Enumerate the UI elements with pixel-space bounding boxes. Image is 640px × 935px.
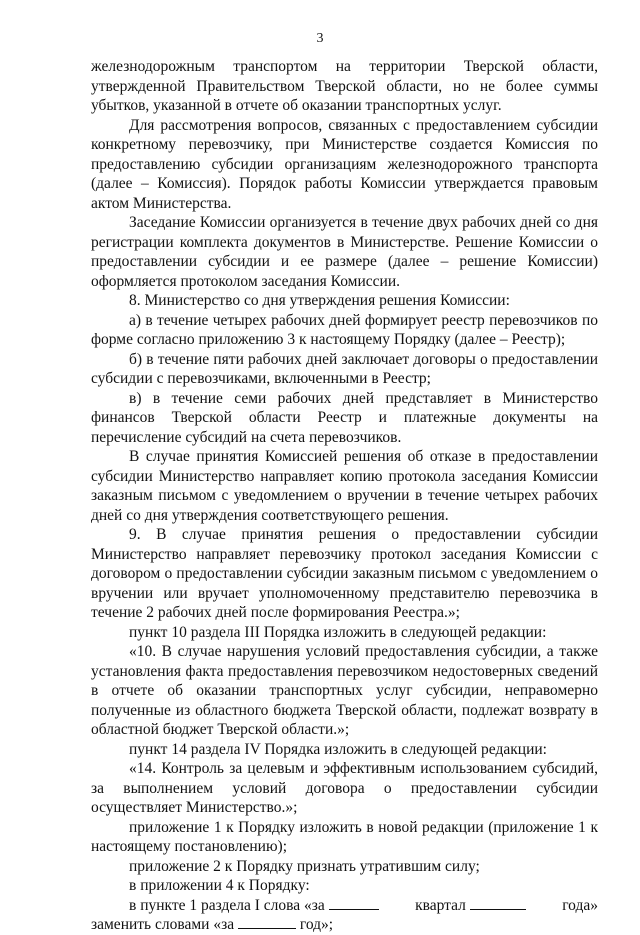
paragraph: 9. В случае принятия решения о предоставлении субсидии Министерство направляет перевозчику протокол заседания Комиссии с договором о предоставлении субсидии заказным письмом с уведомлением о вручении или вручает уполномоченному представителю перевозчика в течение 2 рабочих дней после формирования Реестра.»; (91, 526, 598, 621)
paragraph: приложение 2 к Порядку признать утратившим силу; (129, 857, 480, 875)
paragraph: «10. В случае нарушения условий предоставления субсидии, а также установления факта предоставления перевозчиком недостоверных сведений в отчете об оказании транспортных услуг субсидии, неправомерно полученные из областного бюджета Тверской области, подлежат возврату в областной бюджет Тверской области.»; (91, 643, 598, 738)
paragraph: в приложении 4 к Порядку: (129, 877, 310, 894)
paragraph: Для рассмотрения вопросов, связанных с предоставлением субсидии конкретному перевозчику, при Министерстве создается Комиссия по предоставлению субсидии организациям железнодорожного транспорта (далее – Комиссия). Порядок работы Комиссии утверждается правовым актом Министерства. (91, 116, 598, 212)
blank-field-quarter (329, 909, 379, 910)
blank-field-year-new (238, 928, 296, 929)
paragraph: приложение 1 к Порядку изложить в новой редакции (приложение 1 к настоящему постановлению); (91, 818, 598, 855)
final-clause-line-1 (91, 896, 598, 916)
final-clause (91, 896, 598, 935)
blank-field-year (470, 909, 526, 910)
paragraph: железнодорожным транспортом на территории Тверской области, утвержденной Правительством Тверской области, но не более суммы убытков, указанной в отчете об оказании транспортных услуг. (91, 58, 598, 114)
clause-text-quarter: квартал (415, 896, 466, 914)
paragraph: «14. Контроль за целевым и эффективным использованием субсидий, за выполнением условий договора о предоставлении субсидии осуществляет Министерство.»; (91, 760, 598, 816)
paragraph: б) в течение пяти рабочих дней заключает договоры о предоставлении субсидии с перевозчиками, включенными в Реестр; (91, 350, 598, 387)
document-body (91, 57, 598, 935)
final-clause-line-2 (91, 915, 598, 935)
paragraph: а) в течение четырех рабочих дней формирует реестр перевозчиков по форме согласно приложению 3 к настоящему Порядку (далее – Реестр); (91, 311, 598, 348)
clause-text-year: года» (562, 896, 598, 914)
page-number: 3 (316, 31, 324, 46)
clause-text-start: в пункте 1 раздела I слова «за (129, 896, 325, 914)
paragraph: В случае принятия Комиссией решения об отказе в предоставлении субсидии Министерство направляет копию протокола заседания Комиссии заказным письмом с уведомлением о вручении в течение четырех рабочих дней со дня утверждения соответствующего решения. (91, 448, 598, 524)
clause-text-replace: заменить словами «за (91, 916, 235, 933)
clause-text-end: год»; (299, 916, 334, 933)
paragraph: Заседание Комиссии организуется в течение двух рабочих дней со дня регистрации комплекта документов в Министерстве. Решение Комиссии о предоставлении субсидии и ее размере (далее – решение Комиссии) оформляется протоколом заседания Комиссии. (91, 214, 598, 290)
paragraph: пункт 14 раздела IV Порядка изложить в следующей редакции: (129, 740, 547, 758)
paragraph: 8. Министерство со дня утверждения решения Комиссии: (129, 292, 510, 309)
paragraph: в) в течение семи рабочих дней представляет в Министерство финансов Тверской области Реестр и платежные документы на перечисление субсидий на счета перевозчиков. (91, 389, 598, 446)
paragraph: пункт 10 раздела III Порядка изложить в следующей редакции: (129, 623, 547, 641)
